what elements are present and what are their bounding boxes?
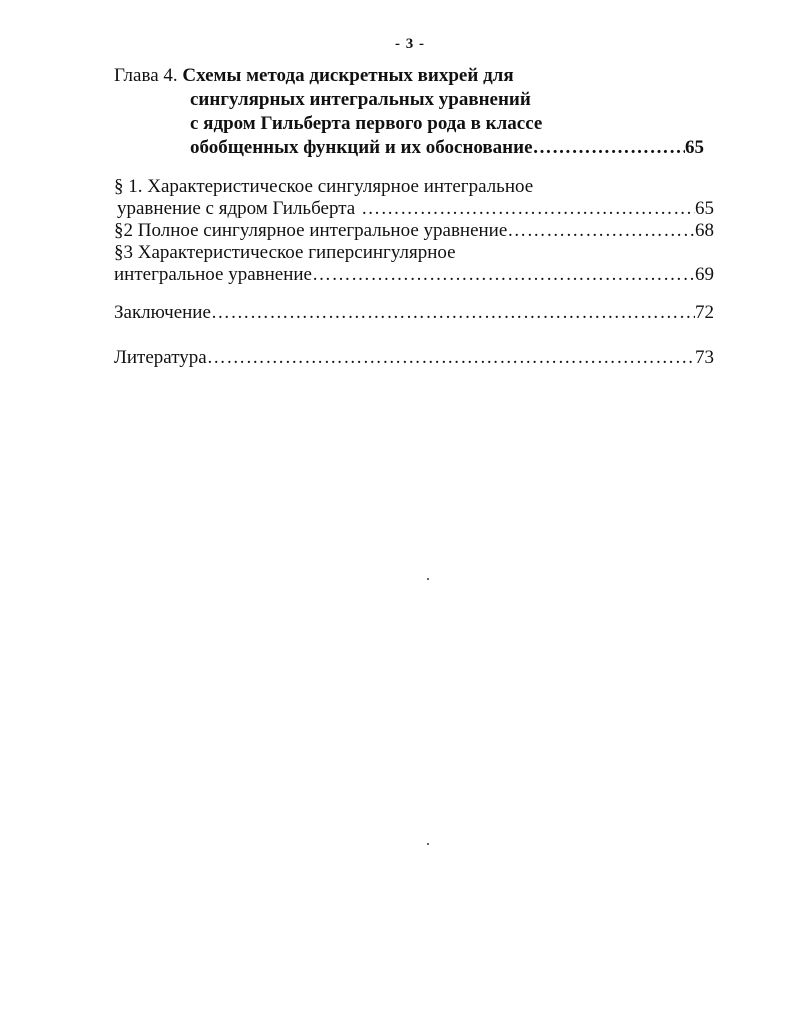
literature-leader-row [114, 347, 714, 369]
chapter-title-line-3: с ядром Гильберта первого рода в классе [190, 113, 543, 134]
section-2-leader-row [114, 220, 714, 242]
scan-speck [427, 578, 429, 580]
chapter-title-part: Схемы метода дискретных вихрей для [182, 65, 514, 86]
section-1-leader-row [114, 198, 714, 220]
chapter-page-number: 65 [685, 137, 704, 158]
section-3-leader-row [114, 264, 714, 286]
section-2-page-number: 68 [695, 220, 714, 241]
dot-leader [361, 198, 695, 220]
chapter-title-line-4 [114, 136, 714, 160]
chapter-label: Глава 4. [114, 65, 178, 86]
chapter-leader-row [190, 136, 704, 160]
section-2-entry [114, 220, 714, 242]
scan-speck [427, 843, 429, 845]
section-1-line-2: уравнение с ядром Гильберта [117, 198, 356, 219]
dot-leader [207, 347, 695, 369]
dot-leader [312, 264, 695, 286]
section-1-entry [114, 176, 714, 220]
section-3-line-1: §3 Характеристическое гиперсингулярное [114, 242, 456, 263]
conclusion-entry [114, 302, 714, 324]
page-number: - 3 - [395, 36, 425, 52]
dot-leader [533, 136, 685, 160]
section-3-line-2: интегральное уравнение [114, 264, 312, 285]
chapter-title-part: обобщенных функций и их обоснование [190, 137, 533, 158]
conclusion-page-number: 72 [695, 302, 714, 323]
literature-page-number: 73 [695, 347, 714, 368]
chapter-4-heading [114, 64, 714, 160]
section-1-line-1: § 1. Характеристическое сингулярное интегральное [114, 176, 534, 197]
section-3-page-number: 69 [695, 264, 714, 285]
section-3-entry [114, 242, 714, 286]
literature-entry [114, 347, 714, 369]
section-2-title: §2 Полное сингулярное интегральное уравнение [114, 220, 508, 241]
chapter-title-line-2: сингулярных интегральных уравнений [190, 89, 531, 110]
dot-leader [507, 220, 695, 242]
chapter-title-line-1 [114, 64, 714, 88]
section-1-page-number: 65 [695, 198, 714, 219]
conclusion-label: Заключение [114, 302, 211, 323]
literature-label: Литература [114, 347, 207, 368]
dot-leader [211, 302, 695, 324]
conclusion-leader-row [114, 302, 714, 324]
